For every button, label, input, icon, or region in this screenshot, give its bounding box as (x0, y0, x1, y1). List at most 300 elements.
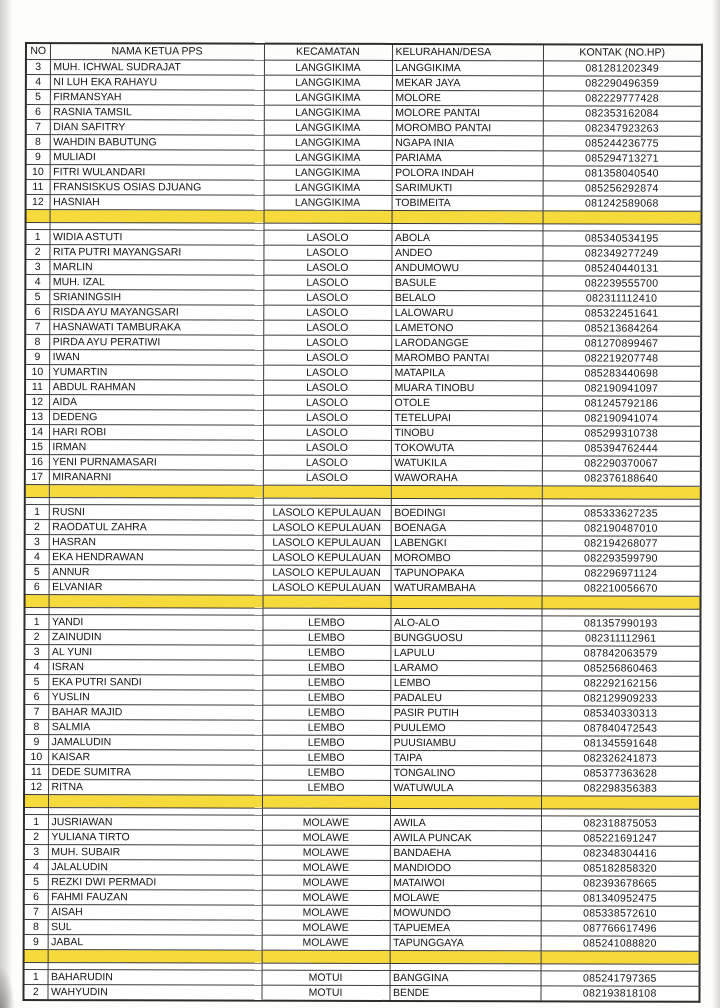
cell-kelurahan: MAROMBO PANTAI (391, 350, 542, 365)
cell-nama: SRIANINGSIH (49, 290, 263, 306)
cell-no: 1 (24, 815, 48, 830)
table-row (24, 780, 700, 797)
cell-nama: AL YUNI (48, 645, 262, 661)
cell-kecamatan: LANGGIKIMA (264, 105, 392, 120)
cell-kelurahan: MOLORE (392, 90, 543, 105)
table-row (24, 660, 700, 677)
cell-kontak: 085244236775 (543, 136, 702, 151)
cell-nama: RAODATUL ZAHRA (49, 520, 263, 536)
table-row (25, 550, 701, 567)
cell-kontak: 082349277249 (542, 246, 701, 261)
table-row (24, 675, 700, 692)
cell-nama: RISDA AYU MAYANGSARI (49, 305, 263, 321)
cell-kecamatan: MOLAWE (262, 875, 390, 890)
cell-kontak: 085340330313 (541, 706, 700, 721)
header-row (26, 43, 702, 61)
cell-kecamatan: LASOLO (263, 440, 391, 455)
cell-no: 6 (25, 580, 49, 595)
cell-kelurahan: TOBIMEITA (392, 195, 543, 210)
cell-no: 12 (25, 395, 49, 410)
table-row (26, 120, 702, 137)
cell-kecamatan: LASOLO (263, 365, 391, 380)
cell-kelurahan: PUULEMO (390, 720, 541, 735)
separator-cell (49, 485, 263, 499)
table-row (25, 260, 701, 277)
cell-kontak: 085322451641 (542, 306, 701, 321)
cell-no: 6 (26, 105, 50, 120)
table-row (25, 305, 701, 322)
cell-kelurahan: MEKAR JAYA (392, 75, 543, 90)
cell-kelurahan: MANDIODO (390, 860, 541, 875)
cell-kelurahan: ANDEO (391, 245, 542, 260)
cell-kontak: 082290370067 (542, 456, 701, 471)
cell-nama: HASNAWATI TAMBURAKA (49, 320, 263, 336)
cell-no: 11 (24, 765, 48, 780)
cell-kelurahan: MUARA TINOBU (391, 380, 542, 395)
cell-kontak: 082193818108 (540, 986, 699, 1002)
cell-kecamatan: MOLAWE (262, 830, 390, 845)
cell-kelurahan: BOENAGA (391, 520, 542, 535)
cell-nama: YUSLIN (48, 690, 262, 706)
cell-kelurahan: BELALO (391, 290, 542, 305)
cell-no: 2 (24, 630, 48, 645)
table-row (25, 455, 701, 472)
column-header: KECAMATAN (264, 44, 392, 61)
cell-no: 3 (24, 645, 48, 660)
cell-no: 11 (26, 180, 50, 195)
cell-no: 2 (24, 829, 48, 844)
cell-nama: WIDIA ASTUTI (49, 230, 263, 246)
separator-cell (390, 950, 541, 963)
cell-nama: HARI ROBI (49, 425, 263, 441)
cell-kontak: 087840472543 (541, 721, 700, 736)
cell-kecamatan: LASOLO (263, 335, 391, 350)
cell-kontak: 085340534195 (542, 231, 701, 246)
cell-kelurahan: BANDAEHA (390, 845, 541, 860)
table-row (26, 60, 702, 77)
table-row (25, 230, 701, 247)
cell-kontak: 085241797365 (541, 971, 700, 986)
cell-kelurahan: OTOLE (391, 395, 542, 410)
cell-no: 1 (24, 615, 48, 630)
cell-nama: FRANSISKUS OSIAS DJUANG (50, 180, 264, 196)
cell-nama: MUH. IZAL (49, 275, 263, 291)
cell-kelurahan: MOLAWE (390, 890, 541, 905)
cell-kontak: 082129909233 (541, 691, 700, 706)
cell-no: 5 (24, 874, 48, 889)
separator-cell (390, 795, 541, 808)
table-row (24, 889, 700, 906)
cell-kelurahan: BANGGINA (390, 970, 541, 985)
table-row (24, 844, 700, 861)
cell-kontak: 082311112961 (541, 631, 700, 646)
table-row (26, 105, 702, 122)
cell-kecamatan: LASOLO (263, 350, 391, 365)
cell-nama: YANDI (48, 615, 262, 631)
cell-no: 3 (24, 844, 48, 859)
separator-cell (263, 485, 391, 498)
table-row (24, 934, 700, 951)
cell-kontak: 081357990193 (541, 616, 700, 631)
cell-kelurahan: PADALEU (390, 690, 541, 705)
table-row (24, 735, 700, 752)
cell-no: 15 (25, 440, 49, 455)
cell-nama: WAHYUDIN (47, 985, 261, 1001)
separator-cell (392, 210, 543, 223)
separator-cell (26, 210, 50, 223)
cell-kelurahan: PARIAMA (392, 150, 543, 165)
separator-cell (24, 949, 48, 962)
table-row (25, 470, 701, 487)
cell-kontak: 085182858320 (541, 861, 700, 876)
cell-nama: BAHARUDIN (48, 970, 262, 986)
cell-nama: AISAH (48, 905, 262, 921)
cell-no: 14 (25, 425, 49, 440)
cell-kontak: 081242589068 (543, 196, 702, 211)
cell-kelurahan: MOLORE PANTAI (392, 105, 543, 120)
cell-nama: YUMARTIN (49, 365, 263, 381)
cell-nama: KAISAR (48, 750, 262, 766)
cell-kelurahan: LALOWARU (391, 305, 542, 320)
cell-nama: AIDA (49, 395, 263, 411)
separator-cell (262, 795, 390, 808)
cell-kecamatan: LEMBO (262, 705, 390, 720)
cell-kelurahan: ANDUMOWU (391, 260, 542, 275)
cell-kecamatan: LEMBO (262, 690, 390, 705)
table-row (25, 395, 701, 412)
cell-no: 7 (24, 705, 48, 720)
table-row (25, 335, 701, 352)
table-header (26, 43, 702, 61)
cell-kontak: 082210056670 (542, 581, 701, 596)
cell-kelurahan: MOWUNDO (390, 905, 541, 920)
cell-no: 4 (24, 859, 48, 874)
cell-kontak: 085256860463 (541, 661, 700, 676)
cell-no: 9 (24, 934, 48, 949)
cell-no: 8 (26, 135, 50, 150)
cell-kecamatan: LEMBO (262, 630, 390, 645)
cell-no: 5 (26, 90, 50, 105)
cell-nama: HASNIAH (50, 195, 264, 211)
cell-kelurahan: LARAMO (390, 660, 541, 675)
cell-nama: JUSRIAWAN (48, 815, 262, 831)
cell-nama: ELVANIAR (49, 580, 263, 596)
table-row (25, 245, 701, 262)
cell-kelurahan: TAPUNOPAKA (391, 565, 542, 580)
cell-kecamatan: LASOLO (263, 290, 391, 305)
cell-nama: DEDE SUMITRA (48, 765, 262, 781)
cell-no: 17 (25, 470, 49, 485)
cell-kelurahan: LABENGKI (391, 535, 542, 550)
separator-cell (542, 596, 701, 609)
column-header: KONTAK (NO.HP) (543, 44, 702, 61)
separator-cell (48, 795, 262, 809)
cell-no: 6 (25, 305, 49, 320)
cell-no: 2 (25, 245, 49, 260)
cell-no: 5 (25, 565, 49, 580)
cell-no: 4 (26, 75, 50, 90)
cell-kelurahan: MATAIWOI (390, 875, 541, 890)
cell-nama: WAHDIN BABUTUNG (50, 135, 264, 151)
cell-no: 3 (25, 535, 49, 550)
cell-kecamatan: LEMBO (262, 645, 390, 660)
cell-no: 8 (25, 335, 49, 350)
cell-kecamatan: MOLAWE (262, 815, 390, 830)
cell-kontak: 082239555700 (542, 276, 701, 291)
cell-kelurahan: POLORA INDAH (392, 165, 543, 180)
cell-no: 12 (24, 780, 48, 795)
cell-no: 1 (25, 230, 49, 245)
cell-kelurahan: MOROMBO PANTAI (392, 120, 543, 135)
separator-cell (24, 962, 48, 969)
cell-kecamatan: LASOLO KEPULAUAN (263, 565, 391, 580)
cell-kelurahan: BOEDINGI (391, 505, 542, 520)
cell-kelurahan: PASIR PUTIH (390, 705, 541, 720)
table-row (26, 180, 702, 197)
cell-no: 2 (23, 984, 47, 1000)
pps-contact-table (22, 42, 703, 1003)
cell-kelurahan: AWILA PUNCAK (390, 830, 541, 845)
cell-kontak: 082393678665 (541, 876, 700, 891)
table-row (24, 630, 700, 647)
cell-kontak: 082376188640 (542, 471, 701, 486)
table-row (25, 580, 701, 597)
cell-no: 16 (25, 455, 49, 470)
scan-edge-right (711, 0, 720, 1008)
cell-kontak: 081340952475 (541, 891, 700, 906)
separator-cell (24, 795, 48, 808)
cell-kontak: 082219207748 (542, 351, 701, 366)
cell-no: 11 (25, 380, 49, 395)
cell-nama: EKA PUTRI SANDI (48, 675, 262, 691)
cell-kecamatan: MOTUI (261, 985, 389, 1001)
cell-nama: ABDUL RAHMAN (49, 380, 263, 396)
table-row (24, 815, 700, 832)
separator-cell (391, 595, 542, 608)
cell-kontak: 082348304416 (541, 846, 700, 861)
cell-kelurahan: TAPUEMEA (390, 920, 541, 935)
cell-nama: RITA PUTRI MAYANGSARI (49, 245, 263, 261)
separator-cell (543, 211, 702, 224)
cell-nama: HASRAN (49, 535, 263, 551)
cell-kelurahan: WATUWULA (390, 780, 541, 795)
cell-kelurahan: SARIMUKTI (392, 180, 543, 195)
cell-kontak: 082326241873 (541, 751, 700, 766)
cell-kecamatan: LASOLO (263, 260, 391, 275)
table-row (24, 690, 700, 707)
table-row (24, 645, 700, 662)
cell-no: 4 (25, 550, 49, 565)
cell-no: 6 (24, 889, 48, 904)
separator-cell (264, 210, 392, 223)
cell-kecamatan: LANGGIKIMA (264, 195, 392, 210)
cell-kontak: 082194268077 (542, 536, 701, 551)
cell-kelurahan: TOKOWUTA (391, 440, 542, 455)
table-row (25, 535, 701, 552)
cell-nama: NI LUH EKA RAHAYU (50, 75, 264, 91)
cell-kelurahan: WATUKILA (391, 455, 542, 470)
table-row (25, 440, 701, 457)
cell-kecamatan: LEMBO (262, 750, 390, 765)
cell-kecamatan: LANGGIKIMA (264, 165, 392, 180)
cell-kecamatan: LEMBO (262, 675, 390, 690)
cell-kontak: 082298356383 (541, 781, 700, 796)
cell-kontak: 082353162084 (543, 106, 702, 121)
table-row (26, 135, 702, 152)
table-row (26, 90, 702, 107)
cell-kelurahan: TAPUNGGAYA (390, 935, 541, 950)
cell-no: 3 (25, 260, 49, 275)
separator-cell (49, 595, 263, 609)
cell-no: 13 (25, 410, 49, 425)
cell-kontak: 085333627235 (542, 506, 701, 521)
cell-nama: JALALUDIN (48, 860, 262, 876)
cell-kelurahan: NGAPA INIA (392, 135, 543, 150)
cell-nama: ISRAN (48, 660, 262, 676)
cell-kecamatan: MOLAWE (262, 920, 390, 935)
cell-kecamatan: LEMBO (262, 735, 390, 750)
cell-kelurahan: BENDE (389, 985, 540, 1001)
cell-no: 12 (26, 195, 50, 210)
cell-kecamatan: LANGGIKIMA (264, 135, 392, 150)
cell-nama: MUH. ICHWAL SUDRAJAT (50, 60, 264, 76)
table-row (25, 520, 701, 537)
cell-kontak: 082190941074 (542, 411, 701, 426)
cell-nama: RUSNI (49, 505, 263, 521)
cell-kecamatan: LASOLO KEPULAUAN (263, 505, 391, 520)
cell-kontak: 087766617496 (541, 921, 700, 936)
cell-kecamatan: LASOLO (263, 230, 391, 245)
cell-kelurahan: ALO-ALO (390, 615, 541, 630)
cell-kecamatan: LASOLO (263, 470, 391, 485)
cell-no: 8 (24, 720, 48, 735)
column-header: NO (26, 43, 50, 60)
cell-kecamatan: LEMBO (262, 615, 390, 630)
table-row (25, 290, 701, 307)
cell-kelurahan: TONGALINO (390, 765, 541, 780)
separator-cell (48, 950, 262, 964)
cell-no: 5 (25, 290, 49, 305)
cell-kelurahan: AWILA (390, 815, 541, 830)
cell-kecamatan: LEMBO (262, 780, 390, 795)
cell-nama: MULIADI (50, 150, 264, 166)
cell-kelurahan: MATAPILA (391, 365, 542, 380)
separator-cell (25, 608, 49, 615)
table-row (25, 410, 701, 427)
cell-kontak: 082229777428 (543, 91, 702, 106)
cell-nama: DIAN SAFITRY (50, 120, 264, 136)
cell-nama: YENI PURNAMASARI (49, 455, 263, 471)
cell-nama: MIRANARNI (49, 470, 263, 486)
cell-kecamatan: LASOLO (263, 380, 391, 395)
cell-kelurahan: PUUSIAMBU (390, 735, 541, 750)
cell-kecamatan: LASOLO (263, 425, 391, 440)
cell-kelurahan: BASULE (391, 275, 542, 290)
cell-kecamatan: LANGGIKIMA (264, 90, 392, 105)
cell-kecamatan: LASOLO (263, 395, 391, 410)
cell-nama: IWAN (49, 350, 263, 366)
cell-kecamatan: LASOLO (263, 245, 391, 260)
cell-kontak: 085283440698 (542, 366, 701, 381)
cell-kontak: 082293599790 (542, 551, 701, 566)
cell-kecamatan: MOTUI (262, 970, 390, 985)
separator-cell (542, 486, 701, 499)
cell-no: 4 (25, 275, 49, 290)
cell-nama: PIRDA AYU PERATIWI (49, 335, 263, 351)
cell-kelurahan: LAMETONO (391, 320, 542, 335)
cell-kelurahan: LAPULU (390, 645, 541, 660)
cell-no: 10 (26, 165, 50, 180)
cell-kontak: 085338572610 (541, 906, 700, 921)
cell-kecamatan: LEMBO (262, 765, 390, 780)
separator-cell (391, 485, 542, 498)
cell-nama: IRMAN (49, 440, 263, 456)
cell-kecamatan: LASOLO KEPULAUAN (263, 520, 391, 535)
separator-cell (25, 498, 49, 505)
cell-nama: JABAL (48, 935, 262, 951)
table-row (26, 165, 702, 182)
cell-kecamatan: MOLAWE (262, 890, 390, 905)
cell-kontak: 082292162156 (541, 676, 700, 691)
cell-no: 7 (25, 320, 49, 335)
cell-kontak: 081345591648 (541, 736, 700, 751)
cell-kontak: 085221691247 (541, 831, 700, 846)
cell-kelurahan: MOROMBO (391, 550, 542, 565)
table-row (25, 320, 701, 337)
scan-edge-left (0, 0, 12, 1008)
cell-nama: RITNA (48, 780, 262, 796)
table-row (24, 615, 700, 632)
separator-cell (25, 485, 49, 498)
cell-nama: RASNIA TAMSIL (50, 105, 264, 121)
cell-kelurahan: LARODANGGE (391, 335, 542, 350)
cell-kecamatan: LANGGIKIMA (264, 180, 392, 195)
cell-no: 9 (26, 150, 50, 165)
table-row (25, 505, 701, 522)
cell-kontak: 081245792186 (542, 396, 701, 411)
cell-no: 1 (25, 505, 49, 520)
table-row (25, 425, 701, 442)
cell-kecamatan: LEMBO (262, 660, 390, 675)
table-row (25, 350, 701, 367)
table-row (24, 874, 700, 891)
cell-kelurahan: ABOLA (391, 230, 542, 245)
cell-nama: EKA HENDRAWAN (49, 550, 263, 566)
table-row (26, 150, 702, 167)
cell-kontak: 081281202349 (543, 61, 702, 76)
cell-kontak: 085377363628 (541, 766, 700, 781)
cell-nama: SUL (48, 920, 262, 936)
table-row (24, 859, 700, 876)
cell-kecamatan: LASOLO (263, 410, 391, 425)
cell-kecamatan: LASOLO (263, 455, 391, 470)
separator-cell (24, 808, 48, 815)
cell-kecamatan: MOLAWE (262, 905, 390, 920)
cell-kelurahan: BUNGGUOSU (390, 630, 541, 645)
cell-no: 8 (24, 919, 48, 934)
cell-no: 9 (24, 735, 48, 750)
cell-kontak: 082347923263 (543, 121, 702, 136)
table-row (24, 904, 700, 921)
table-body (23, 60, 701, 1002)
cell-kontak: 082190941097 (542, 381, 701, 396)
cell-kontak: 085294713271 (543, 151, 702, 166)
cell-kontak: 081358040540 (543, 166, 702, 181)
separator-cell (541, 796, 700, 809)
cell-kontak: 082296971124 (542, 566, 701, 581)
table-row (25, 365, 701, 382)
cell-kontak: 085394762444 (542, 441, 701, 456)
